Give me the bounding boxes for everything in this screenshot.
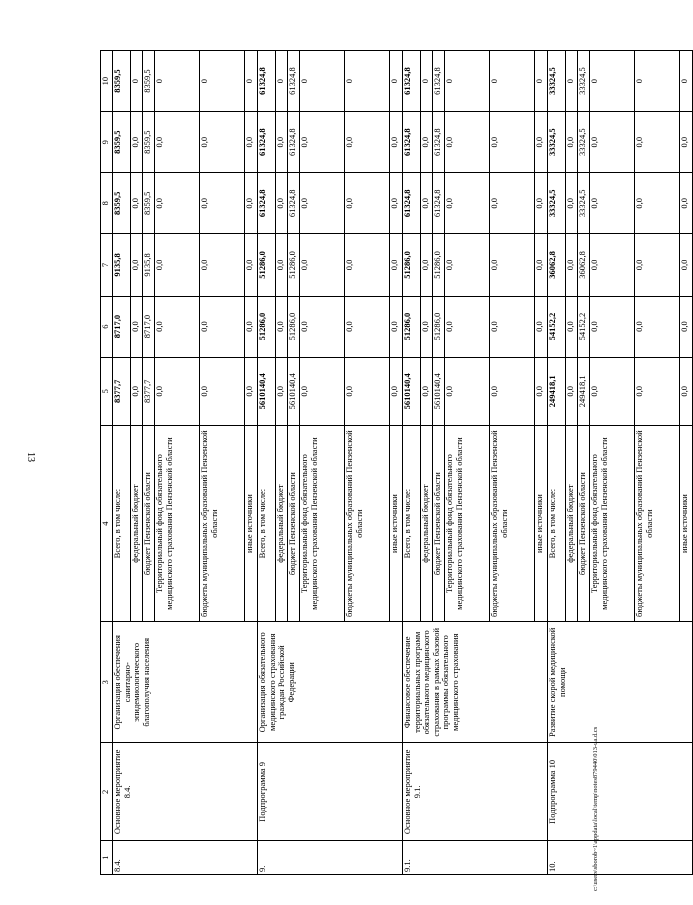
amount-cell: 5610140,4: [288, 357, 300, 425]
amount-cell: 0,0: [590, 234, 635, 296]
amount-cell: 0: [300, 51, 345, 112]
amount-cell: 0,0: [200, 234, 245, 296]
funding-source: иные источники: [390, 425, 403, 621]
amount-cell: 249418,1: [578, 357, 590, 425]
amount-cell: 36062,8: [578, 234, 590, 296]
item-name: Подпрограмма 9: [258, 743, 403, 841]
amount-cell: 0,0: [276, 234, 288, 296]
funding-source: бюджеты муниципальных образований Пензенской области: [345, 425, 390, 621]
table-row: [113, 51, 131, 875]
amount-cell: 0: [590, 51, 635, 112]
amount-cell: 9135,8: [113, 234, 131, 296]
amount-cell: 0,0: [566, 173, 578, 234]
funding-source: Всего, в том числе:: [403, 425, 421, 621]
amount-cell: 0,0: [421, 112, 433, 173]
amount-cell: 0,0: [635, 173, 680, 234]
item-description: Развитие скорой медицинской помощи: [548, 622, 693, 743]
amount-cell: 0,0: [421, 357, 433, 425]
amount-cell: 8717,0: [113, 296, 131, 357]
amount-cell: 0,0: [276, 173, 288, 234]
amount-cell: 0,0: [680, 357, 693, 425]
amount-cell: 0,0: [445, 234, 490, 296]
amount-cell: 0,0: [245, 296, 258, 357]
amount-cell: 33324,5: [548, 112, 566, 173]
amount-cell: 249418,1: [548, 357, 566, 425]
amount-cell: 0: [635, 51, 680, 112]
funding-source: бюджеты муниципальных образований Пензенской области: [200, 425, 245, 621]
amount-cell: 0,0: [155, 173, 200, 234]
table-row: [258, 51, 276, 875]
amount-cell: 0,0: [155, 112, 200, 173]
amount-cell: 0,0: [535, 296, 548, 357]
amount-cell: 0,0: [300, 112, 345, 173]
amount-cell: 0,0: [390, 112, 403, 173]
amount-cell: 61324,8: [403, 51, 421, 112]
amount-cell: 0: [445, 51, 490, 112]
amount-cell: 5610140,4: [258, 357, 276, 425]
amount-cell: 0,0: [131, 234, 143, 296]
amount-cell: 61324,8: [403, 173, 421, 234]
column-number: 2: [101, 743, 113, 841]
amount-cell: 0,0: [131, 357, 143, 425]
amount-cell: 0,0: [421, 173, 433, 234]
amount-cell: 51286,0: [433, 296, 445, 357]
amount-cell: 0,0: [300, 173, 345, 234]
amount-cell: 0,0: [131, 112, 143, 173]
amount-cell: 0,0: [300, 357, 345, 425]
amount-cell: 0,0: [445, 296, 490, 357]
amount-cell: 0,0: [345, 357, 390, 425]
amount-cell: 51286,0: [403, 296, 421, 357]
amount-cell: 0,0: [345, 234, 390, 296]
amount-cell: 0,0: [680, 234, 693, 296]
column-number: 6: [101, 296, 113, 357]
amount-cell: 61324,8: [433, 173, 445, 234]
amount-cell: 8359,5: [113, 173, 131, 234]
item-description: Организация обеспечения санитарно-эпидемиологического благополучия населения: [113, 622, 258, 743]
amount-cell: 0,0: [490, 173, 535, 234]
amount-cell: 0,0: [590, 112, 635, 173]
amount-cell: 0,0: [635, 112, 680, 173]
amount-cell: 51286,0: [258, 296, 276, 357]
amount-cell: 0,0: [200, 112, 245, 173]
amount-cell: 0,0: [635, 357, 680, 425]
amount-cell: 54152,2: [578, 296, 590, 357]
amount-cell: 0,0: [245, 357, 258, 425]
amount-cell: 0,0: [155, 234, 200, 296]
amount-cell: 0,0: [390, 296, 403, 357]
item-name: Основное мероприятие 8.4.: [113, 743, 258, 841]
amount-cell: 61324,8: [258, 173, 276, 234]
item-description: Организация обязательного медицинского страхования граждан Российской Федерации: [258, 622, 403, 743]
amount-cell: 0,0: [200, 296, 245, 357]
funding-source: бюджет Пензенской области: [433, 425, 445, 621]
amount-cell: 8377,7: [113, 357, 131, 425]
column-number-row: [101, 51, 113, 875]
amount-cell: 0,0: [131, 296, 143, 357]
amount-cell: 36062,8: [548, 234, 566, 296]
amount-cell: 0,0: [131, 173, 143, 234]
amount-cell: 0,0: [390, 173, 403, 234]
page-number: 13: [25, 452, 36, 462]
amount-cell: 0,0: [245, 234, 258, 296]
funding-source: иные источники: [245, 425, 258, 621]
funding-source: Всего, в том числе:: [113, 425, 131, 621]
item-number: 8.4.: [113, 841, 258, 875]
amount-cell: 0,0: [535, 234, 548, 296]
column-number: 1: [101, 841, 113, 875]
file-path-footer: c:\users\sborob~1\appdata\local\temp\notes879440\013-ua.d.cs: [592, 726, 599, 891]
amount-cell: 0,0: [155, 357, 200, 425]
amount-cell: 0: [345, 51, 390, 112]
amount-cell: 51286,0: [433, 234, 445, 296]
amount-cell: 8359,5: [143, 173, 155, 234]
amount-cell: 0,0: [390, 234, 403, 296]
amount-cell: 0,0: [490, 296, 535, 357]
funding-source: федеральный бюджет: [276, 425, 288, 621]
amount-cell: 0: [680, 51, 693, 112]
amount-cell: 0,0: [421, 296, 433, 357]
item-name: Подпрограмма 10: [548, 743, 693, 841]
amount-cell: 0,0: [276, 296, 288, 357]
amount-cell: 0: [245, 51, 258, 112]
amount-cell: 0,0: [535, 112, 548, 173]
amount-cell: 33324,5: [548, 51, 566, 112]
amount-cell: 0: [131, 51, 143, 112]
amount-cell: 0,0: [245, 173, 258, 234]
amount-cell: 0,0: [345, 296, 390, 357]
column-number: 10: [101, 51, 113, 112]
funding-source: федеральный бюджет: [421, 425, 433, 621]
funding-source: иные источники: [535, 425, 548, 621]
amount-cell: 0,0: [345, 112, 390, 173]
amount-cell: 0,0: [635, 234, 680, 296]
amount-cell: 51286,0: [403, 234, 421, 296]
amount-cell: 9135,8: [143, 234, 155, 296]
amount-cell: 61324,8: [258, 51, 276, 112]
funding-source: бюджеты муниципальных образований Пензенской области: [490, 425, 535, 621]
amount-cell: 8359,5: [143, 51, 155, 112]
funding-source: Всего, в том числе:: [548, 425, 566, 621]
item-description: Финансовое обеспечение территориальных программ обязательного медицинского страхования в рамках базовой программы обязательного медицинского страхования: [403, 622, 548, 743]
table-row: [548, 51, 566, 875]
amount-cell: 8359,5: [143, 112, 155, 173]
amount-cell: 8359,5: [113, 51, 131, 112]
item-number: 9.: [258, 841, 403, 875]
amount-cell: 0,0: [390, 357, 403, 425]
funding-source: Территориальный фонд обязательного медицинского страхования Пензенской области: [300, 425, 345, 621]
amount-cell: 8717,0: [143, 296, 155, 357]
amount-cell: 51286,0: [288, 234, 300, 296]
amount-cell: 0,0: [276, 357, 288, 425]
amount-cell: 0,0: [535, 173, 548, 234]
amount-cell: 51286,0: [288, 296, 300, 357]
table-row: [403, 51, 421, 875]
funding-source: Территориальный фонд обязательного медицинского страхования Пензенской области: [155, 425, 200, 621]
amount-cell: 0,0: [300, 296, 345, 357]
amount-cell: 0,0: [276, 112, 288, 173]
amount-cell: 61324,8: [288, 51, 300, 112]
amount-cell: 33324,5: [548, 173, 566, 234]
amount-cell: 0,0: [490, 234, 535, 296]
column-number: 8: [101, 173, 113, 234]
item-name: Основное мероприятие 9.1.: [403, 743, 548, 841]
amount-cell: 0,0: [566, 234, 578, 296]
amount-cell: 0,0: [300, 234, 345, 296]
amount-cell: 61324,8: [433, 112, 445, 173]
column-number: 4: [101, 425, 113, 621]
amount-cell: 0,0: [590, 296, 635, 357]
budget-table: [100, 50, 693, 875]
amount-cell: 0,0: [566, 296, 578, 357]
amount-cell: 0,0: [535, 357, 548, 425]
amount-cell: 0,0: [421, 234, 433, 296]
amount-cell: 0,0: [445, 357, 490, 425]
amount-cell: 0,0: [590, 357, 635, 425]
amount-cell: 61324,8: [258, 112, 276, 173]
amount-cell: 0,0: [635, 296, 680, 357]
funding-source: федеральный бюджет: [566, 425, 578, 621]
item-number: 9.1.: [403, 841, 548, 875]
amount-cell: 61324,8: [288, 112, 300, 173]
amount-cell: 61324,8: [433, 51, 445, 112]
amount-cell: 0,0: [566, 112, 578, 173]
amount-cell: 61324,8: [288, 173, 300, 234]
funding-source: Территориальный фонд обязательного медицинского страхования Пензенской области: [590, 425, 635, 621]
amount-cell: 0,0: [155, 296, 200, 357]
amount-cell: 54152,2: [548, 296, 566, 357]
amount-cell: 8377,7: [143, 357, 155, 425]
amount-cell: 0: [390, 51, 403, 112]
amount-cell: 0,0: [680, 112, 693, 173]
amount-cell: 5610140,4: [433, 357, 445, 425]
column-number: 3: [101, 622, 113, 743]
amount-cell: 0,0: [200, 357, 245, 425]
amount-cell: 0,0: [445, 173, 490, 234]
amount-cell: 0,0: [680, 173, 693, 234]
amount-cell: 0,0: [490, 112, 535, 173]
funding-source: федеральный бюджет: [131, 425, 143, 621]
amount-cell: 0: [200, 51, 245, 112]
amount-cell: 0,0: [445, 112, 490, 173]
funding-source: иные источники: [680, 425, 693, 621]
amount-cell: 0: [566, 51, 578, 112]
column-number: 9: [101, 112, 113, 173]
funding-source: Всего, в том числе:: [258, 425, 276, 621]
amount-cell: 61324,8: [403, 112, 421, 173]
amount-cell: 33324,5: [578, 51, 590, 112]
amount-cell: 0,0: [200, 173, 245, 234]
budget-table-body: [101, 51, 693, 875]
amount-cell: 5610140,4: [403, 357, 421, 425]
amount-cell: 0: [490, 51, 535, 112]
amount-cell: 0,0: [490, 357, 535, 425]
item-number: 10.: [548, 841, 693, 875]
amount-cell: 0,0: [680, 296, 693, 357]
amount-cell: 33324,5: [578, 173, 590, 234]
amount-cell: 0,0: [245, 112, 258, 173]
amount-cell: 51286,0: [258, 234, 276, 296]
funding-source: Территориальный фонд обязательного медицинского страхования Пензенской области: [445, 425, 490, 621]
amount-cell: 8359,5: [113, 112, 131, 173]
amount-cell: 0,0: [566, 357, 578, 425]
amount-cell: 0: [421, 51, 433, 112]
column-number: 7: [101, 234, 113, 296]
amount-cell: 0,0: [590, 173, 635, 234]
amount-cell: 33324,5: [578, 112, 590, 173]
amount-cell: 0: [276, 51, 288, 112]
amount-cell: 0,0: [345, 173, 390, 234]
funding-source: бюджет Пензенской области: [288, 425, 300, 621]
funding-source: бюджет Пензенской области: [143, 425, 155, 621]
amount-cell: 0: [155, 51, 200, 112]
column-number: 5: [101, 357, 113, 425]
funding-source: бюджет Пензенской области: [578, 425, 590, 621]
amount-cell: 0: [535, 51, 548, 112]
funding-source: бюджеты муниципальных образований Пензенской области: [635, 425, 680, 621]
